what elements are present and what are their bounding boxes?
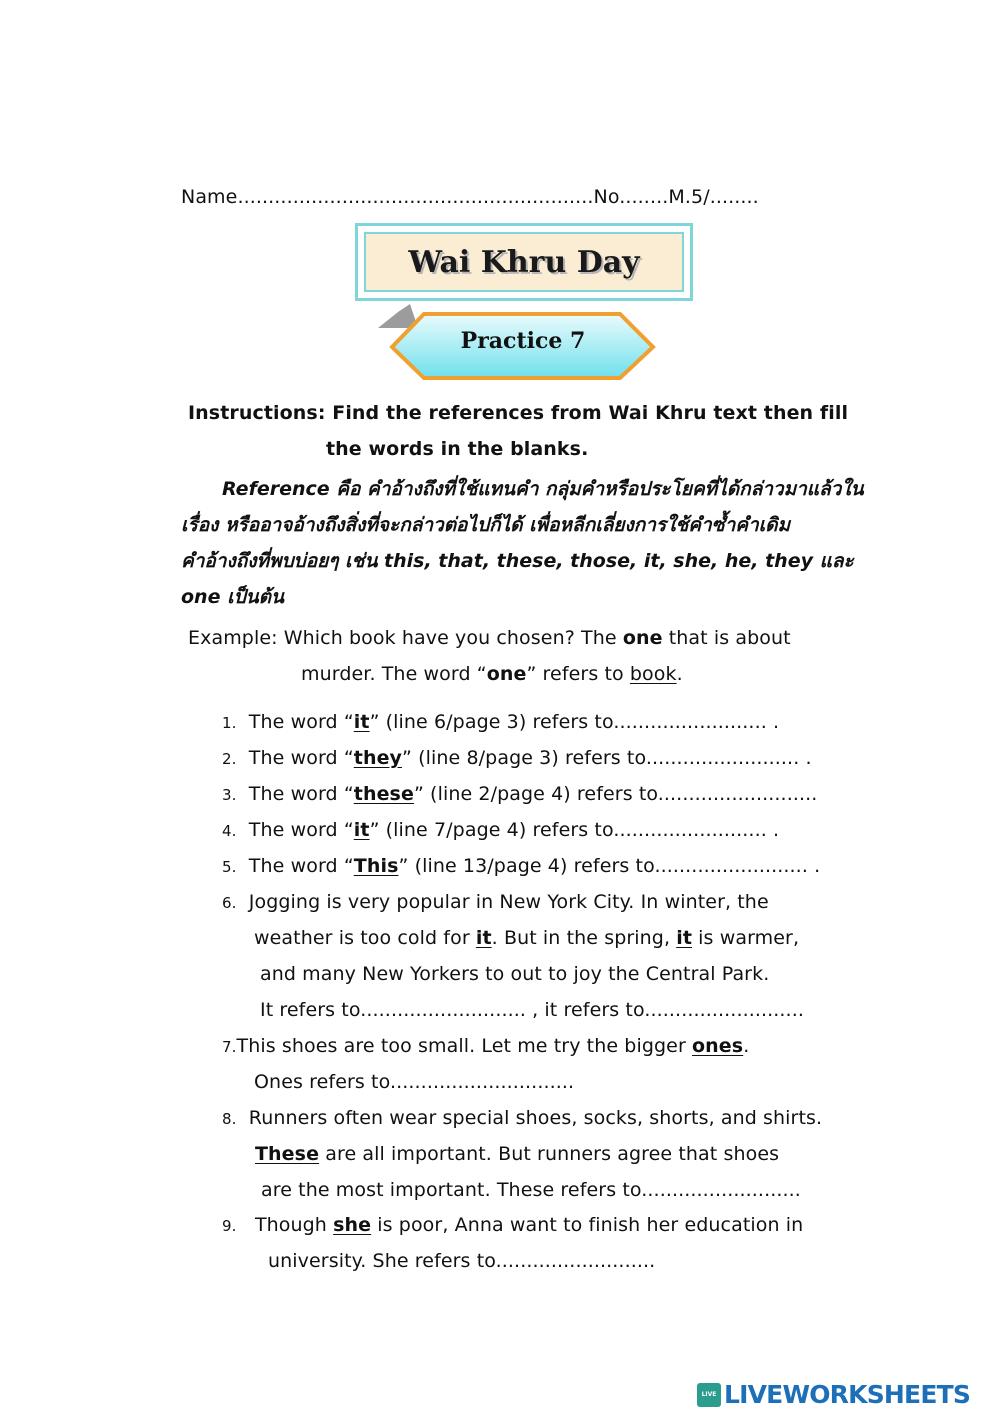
example-answer: book: [629, 663, 677, 685]
question-blank[interactable]: ” (line 13/page 4) refers to......................... .: [398, 855, 821, 877]
thai-note-line-2: เรื่อง หรืออาจอ้างถึงสิ่งที่จะกล่าวต่อไปก็ได้ เพื่อหลีกเลี่ยงการใช้คำซ้ำคำเดิม: [181, 514, 790, 536]
example-line-2-end: .: [676, 663, 683, 685]
question-number: 4.: [222, 822, 237, 840]
reference-word: they: [353, 747, 403, 769]
question-blank[interactable]: ” (line 7/page 4) refers to......................... .: [369, 819, 780, 841]
question-blank[interactable]: ” (line 8/page 3) refers to......................... .: [402, 747, 812, 769]
question-8-line-2: [255, 1143, 779, 1165]
question-7-blank[interactable]: Ones refers to..............................: [254, 1071, 575, 1093]
thai-note-line-1: Reference คือ คำอ้างถึงที่ใช้แทนคำ กลุ่มคำหรือประโยคที่ได้กล่าวมาแล้วใน: [222, 478, 864, 500]
question-text: The word “: [248, 819, 354, 841]
question-text: The word “: [248, 711, 354, 733]
question-7-line-1: [222, 1035, 749, 1057]
question-text: This shoes are too small. Let me try the bigger: [236, 1035, 692, 1057]
question-blank[interactable]: ” (line 6/page 3) refers to......................... .: [369, 711, 780, 733]
practice-banner: [378, 300, 658, 382]
question-text: Though: [254, 1214, 334, 1236]
question-text: The word “: [248, 855, 354, 877]
example-keyword: one: [622, 627, 663, 649]
question-6-line-2: [254, 927, 799, 949]
question-8-line-1: [222, 1107, 822, 1129]
liveworksheets-badge-icon: LIVE: [697, 1383, 721, 1407]
example-line-2: [301, 663, 683, 685]
question-text: is poor, Anna want to finish her education in: [371, 1214, 804, 1236]
question-number: 9.: [222, 1217, 237, 1235]
question-text: The word “: [248, 747, 354, 769]
example-line-2-text: murder. The word “: [301, 663, 487, 685]
question-number: 7.: [222, 1038, 237, 1056]
reference-word: These: [255, 1143, 320, 1165]
reference-word: it: [676, 927, 693, 949]
question-6-line-3: and many New Yorkers to out to joy the Central Park.: [260, 963, 770, 985]
question-9-line-1: [222, 1214, 803, 1236]
question-text: Runners often wear special shoes, socks, shorts, and shirts.: [248, 1107, 823, 1129]
question-item: [222, 855, 820, 877]
example-line-1: [188, 627, 791, 649]
question-9-blank[interactable]: university. She refers to..........................: [268, 1250, 656, 1272]
question-item: [222, 819, 779, 841]
reference-word: these: [353, 783, 414, 805]
worksheet-title: Wai Khru Day: [408, 244, 640, 280]
question-6-line-1: [222, 891, 769, 913]
question-text: . But in the spring,: [491, 927, 677, 949]
instructions-line-1: Instructions: Find the references from Wai Khru text then fill: [188, 402, 849, 424]
example-text: Example: Which book have you chosen? The: [188, 627, 623, 649]
question-item: [222, 747, 812, 769]
reference-word: This: [353, 855, 399, 877]
example-line-2-keyword: one: [486, 663, 527, 685]
thai-note-line-3: คำอ้างถึงที่พบบ่อยๆ เช่น this, that, these, those, it, she, he, they และ: [181, 550, 854, 572]
reference-word: it: [353, 819, 370, 841]
reference-word: it: [475, 927, 492, 949]
question-8-blank[interactable]: are the most important. These refers to..........................: [261, 1179, 801, 1201]
question-item: [222, 783, 817, 805]
question-6-blanks[interactable]: It refers to........................... , it refers to..........................: [260, 999, 804, 1021]
name-line: Name..........................................................No........M.5/........: [181, 186, 759, 208]
example-line-2-mid: ” refers to: [526, 663, 630, 685]
question-text: is warmer,: [692, 927, 800, 949]
liveworksheets-text: LIVEWORKSHEETS: [724, 1380, 971, 1409]
question-text: weather is too cold for: [254, 927, 476, 949]
liveworksheets-logo: [697, 1380, 970, 1409]
question-text: Jogging is very popular in New York City. In winter, the: [248, 891, 769, 913]
question-number: 3.: [222, 786, 237, 804]
question-number: 2.: [222, 750, 237, 768]
reference-word: she: [333, 1214, 372, 1236]
thai-note-line-4: one เป็นต้น: [181, 586, 284, 608]
title-box: [355, 223, 693, 301]
instructions-line-2: the words in the blanks.: [326, 438, 589, 460]
example-text-end: that is about: [662, 627, 791, 649]
practice-label: Practice 7: [460, 328, 586, 354]
question-item: [222, 711, 779, 733]
question-number: 5.: [222, 858, 237, 876]
reference-word: ones: [692, 1035, 744, 1057]
question-text: .: [743, 1035, 750, 1057]
question-blank[interactable]: ” (line 2/page 4) refers to..........................: [413, 783, 818, 805]
reference-word: it: [353, 711, 370, 733]
question-number: 6.: [222, 894, 237, 912]
question-text: The word “: [248, 783, 354, 805]
question-number: 8.: [222, 1110, 237, 1128]
question-text: are all important. But runners agree that shoes: [319, 1143, 780, 1165]
question-number: 1.: [222, 714, 237, 732]
